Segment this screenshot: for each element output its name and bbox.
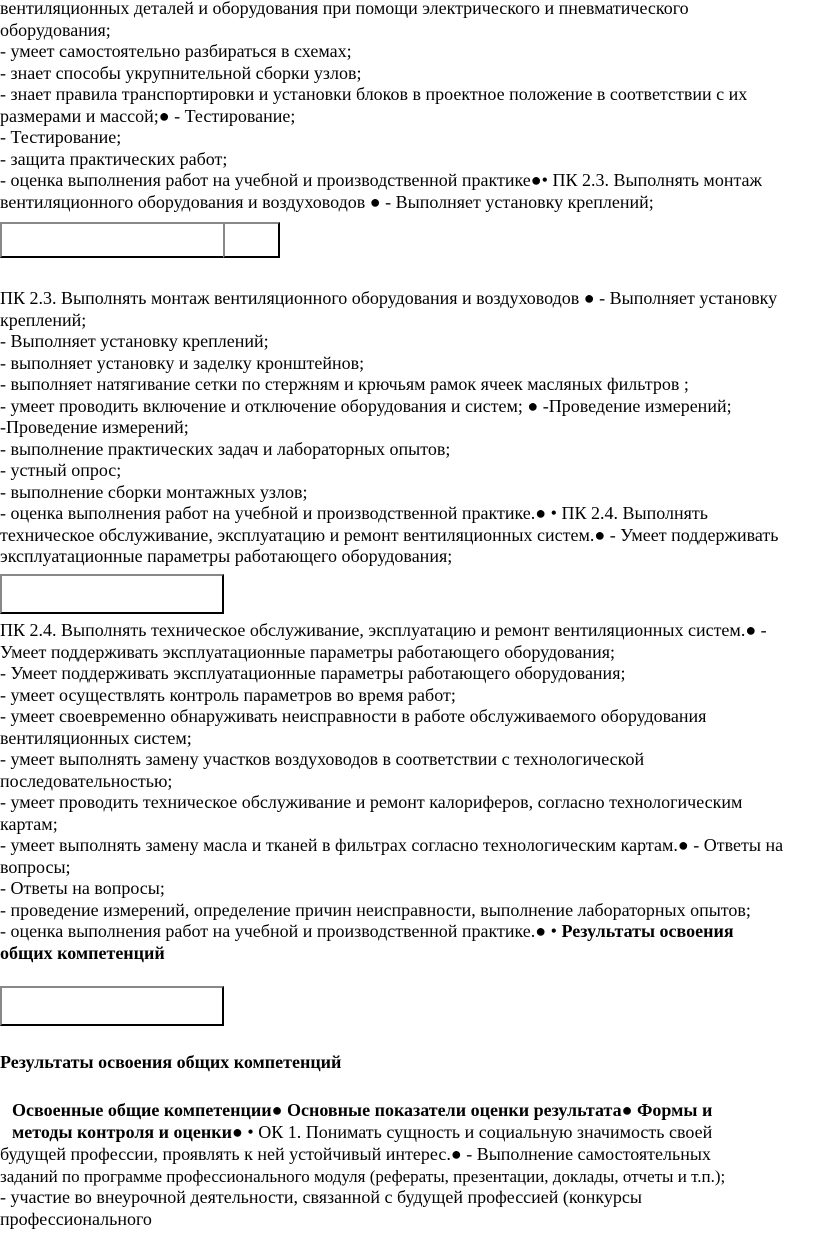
text-line: вентиляционного оборудования и воздуховодов ● - Выполняет установку креплений; [0, 191, 654, 212]
text-line: Умеет поддерживать эксплуатационные параметры работающего оборудования; [0, 641, 615, 662]
text-line: - оценка выполнения работ на учебной и производственной практике.● • ПК 2.4. Выполнять [0, 503, 708, 523]
text-line: - Умеет поддерживать эксплуатационные параметры работающего оборудования; [0, 663, 626, 683]
empty-table-cell [0, 222, 225, 258]
text-line: - умеет своевременно обнаруживать неисправности в работе обслуживаемого оборудования [0, 706, 707, 726]
text-line: заданий по программе профессионального модуля (рефераты, презентации, доклады, отчеты и т.п.); [0, 1166, 726, 1186]
empty-table-cell [0, 574, 224, 614]
text-line: вентиляционных деталей и оборудования при помощи электрического и пневматического [0, 0, 689, 18]
text-line: вопросы; [0, 856, 71, 877]
text-fragment: - оценка выполнения работ на учебной и производственной практике.● • [0, 921, 562, 941]
text-line [0, 921, 814, 943]
inline-heading: Результаты освоения [561, 921, 734, 941]
empty-table-cell [0, 986, 224, 1026]
text-line: вентиляционных систем; [0, 727, 192, 748]
text-line: - устный опрос; [0, 460, 122, 480]
text-line: - умеет выполнять замену участков воздуховодов в соответствии с технологической [0, 749, 645, 769]
text-line: последовательностью; [0, 770, 173, 791]
section-heading: Результаты освоения общих компетенций [0, 1052, 342, 1072]
section-1 [0, 0, 814, 213]
text-line: размерами и массой;● - Тестирование; [0, 105, 296, 126]
text-line: ПК 2.4. Выполнять техническое обслуживание, эксплуатацию и ремонт вентиляционных систем.● - [0, 620, 767, 640]
text-line: - умеет проводить включение и отключение оборудования и систем; ● -Проведение измерений; [0, 395, 732, 416]
text-line: - умеет осуществлять контроль параметров во время работ; [0, 684, 456, 705]
section-4 [0, 1144, 814, 1230]
text-line: - проведение измерений, определение причин неисправности, выполнение лабораторных опытов; [0, 899, 751, 920]
text-line: оборудования; [0, 19, 111, 40]
text-line: - выполнение сборки монтажных узлов; [0, 481, 308, 502]
text-line: - умеет проводить техническое обслуживание и ремонт калориферов, согласно технологическим [0, 792, 743, 812]
section-2 [0, 288, 814, 568]
text-line: - Тестирование; [0, 127, 122, 147]
text-line: - Выполняет установку креплений; [0, 331, 269, 351]
text-line: - защита практических работ; [0, 148, 228, 169]
text-line: будущей профессии, проявлять к ней устойчивый интерес.● - Выполнение самостоятельных [0, 1144, 711, 1164]
text-line: техническое обслуживание, эксплуатацию и ремонт вентиляционных систем.● - Умеет поддерживать [0, 524, 779, 545]
text-fragment: • ОК 1. Понимать сущность и социальную значимость своей [242, 1121, 713, 1142]
table-header-label: методы контроля и оценки● [12, 1121, 243, 1142]
text-line: эксплуатационные параметры работающего оборудования; [0, 546, 453, 566]
text-line: - выполняет натягивание сетки по стержням и крючьям рамок ячеек масляных фильтров ; [0, 374, 689, 394]
table-header-line: Освоенные общие компетенции● Основные показатели оценки результата● Формы и [12, 1100, 713, 1120]
text-line: - выполняет установку и заделку кронштейнов; [0, 352, 365, 373]
text-line: - Ответы на вопросы; [0, 878, 165, 898]
text-line: креплений; [0, 309, 87, 330]
table-header [0, 1100, 814, 1143]
table-header-line [0, 1122, 814, 1144]
text-line: - оценка выполнения работ на учебной и производственной практике●• ПК 2.3. Выполнять монтаж [0, 170, 762, 190]
text-line: картам; [0, 813, 58, 834]
inline-heading-line-2: общих компетенций [0, 942, 165, 963]
text-line: - выполнение практических задач и лабораторных опытов; [0, 438, 451, 459]
text-line: - знает способы укрупнительной сборки узлов; [0, 62, 362, 83]
text-line: -Проведение измерений; [0, 417, 189, 437]
text-line: - умеет выполнять замену масла и тканей в фильтрах согласно технологическим картам.● - Ответы на [0, 835, 784, 855]
section-3 [0, 620, 814, 964]
text-line: - умеет самостоятельно разбираться в схемах; [0, 41, 352, 61]
text-line: - знает правила транспортировки и установки блоков в проектное положение в соответствии с их [0, 84, 748, 104]
text-line: ПК 2.3. Выполнять монтаж вентиляционного оборудования и воздуховодов ● - Выполняет установку [0, 288, 778, 308]
empty-table-cell [223, 222, 280, 258]
text-line: профессионального [0, 1208, 152, 1229]
text-line: - участие во внеурочной деятельности, связанной с будущей профессией (конкурсы [0, 1187, 642, 1207]
